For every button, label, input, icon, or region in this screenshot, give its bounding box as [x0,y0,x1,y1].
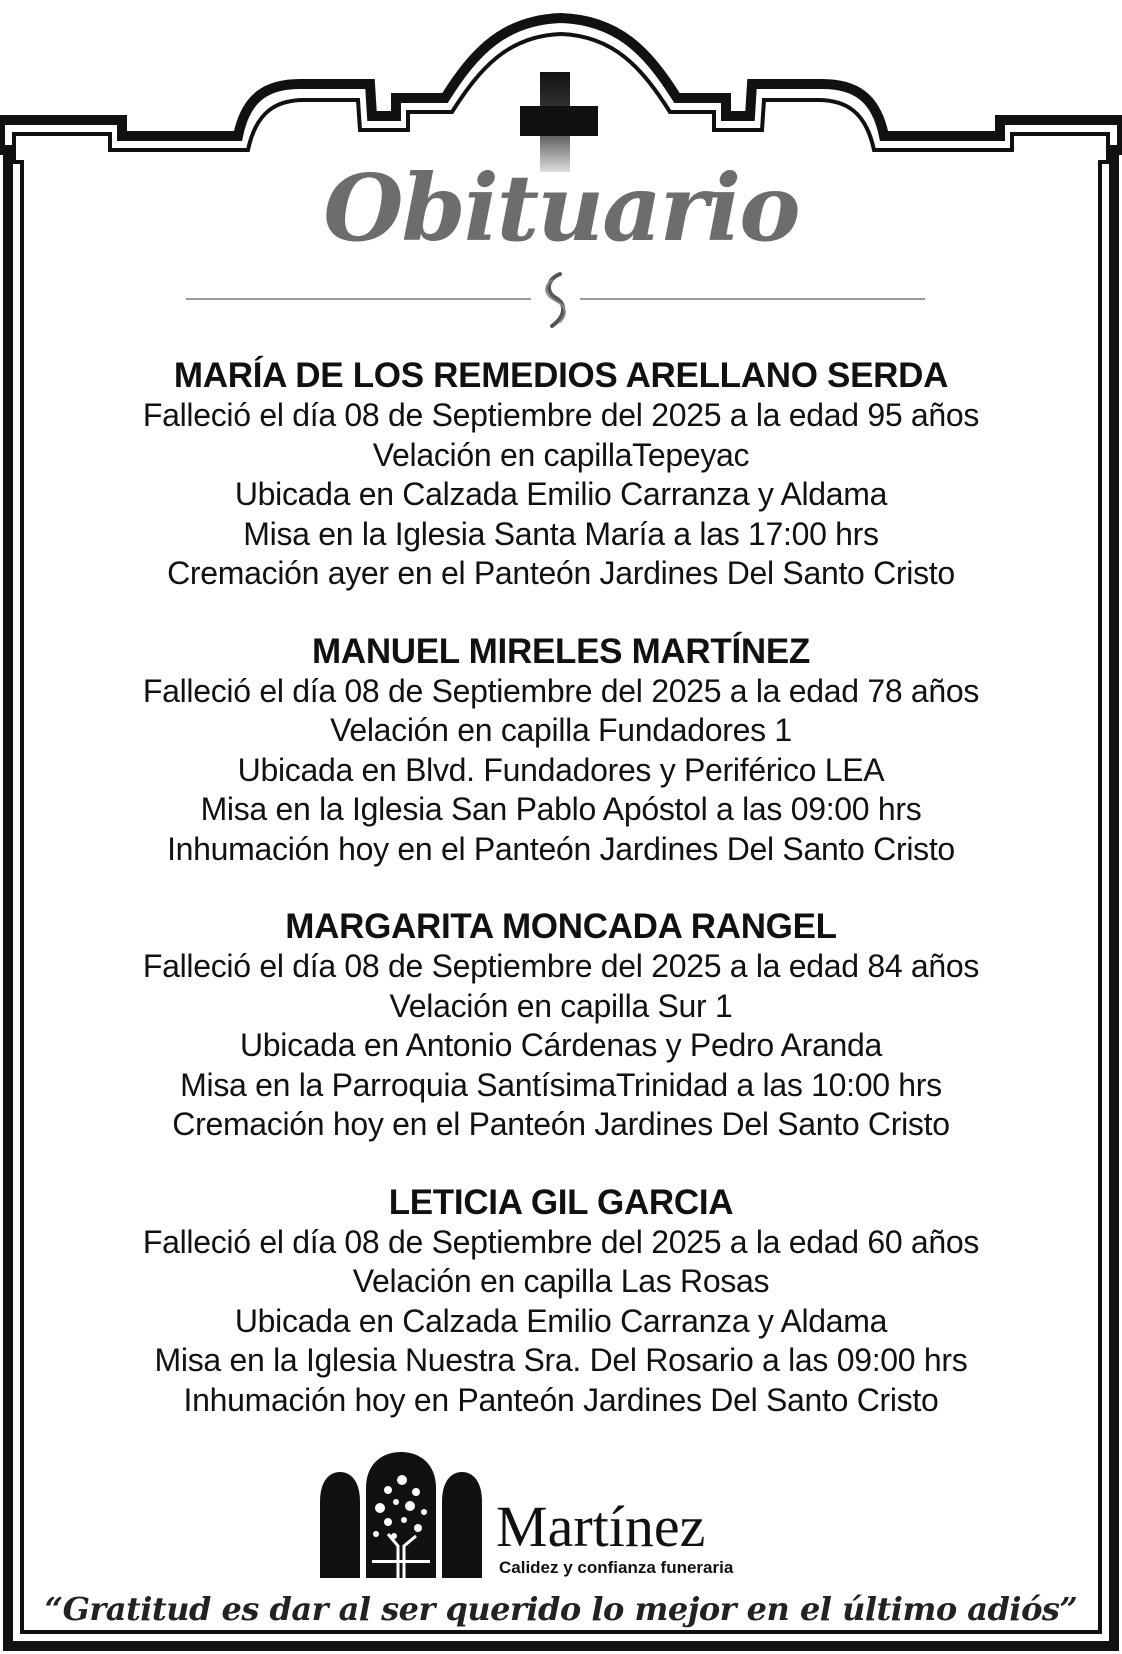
deceased-name: LETICIA GIL GARCIA [388,1182,734,1222]
divider-right [580,298,925,300]
location-line: Ubicada en Blvd. Fundadores y Periférico LEA [237,751,885,788]
deceased-name: MARÍA DE LOS REMEDIOS ARELLANO SERDA [173,356,949,395]
death-date-line: Falleció el día 08 de Septiembre del 2025 a la edad 95 años [142,397,980,433]
death-date-line: Falleció el día 08 de Septiembre del 2025 a la edad 84 años [142,948,980,984]
death-date-line: Falleció el día 08 de Septiembre del 2025 a la edad 60 años [142,1223,980,1260]
deceased-name: MARGARITA MONCADA RANGEL [285,907,837,946]
location-line: Ubicada en Calzada Emilio Carranza y Aldama [234,476,888,512]
obituary-list [30,356,1092,1458]
mass-line: Misa en la Parroquia SantísimaTrinidad a las 10:00 hrs [180,1066,942,1103]
obituary-entry [30,907,1092,1145]
location-line: Ubicada en Calzada Emilio Carranza y Aldama [234,1302,888,1339]
chapel-tree-logo-icon [318,1450,484,1578]
obituary-entry [30,1183,1092,1421]
death-date-line: Falleció el día 08 de Septiembre del 2025 a la edad 78 años [142,672,980,709]
brand-tagline: Calidez y confianza funeraria [499,1558,734,1577]
mass-line: Misa en la Iglesia San Pablo Apóstol a las 09:00 hrs [200,791,922,827]
wake-chapel-line: Velación en capillaTepeyac [372,436,750,473]
mass-line: Misa en la Iglesia Santa María a las 17:00 hrs [243,515,879,552]
burial-line: Inhumación hoy en el Panteón Jardines Del Santo Cristo [167,830,955,867]
deceased-name: MANUEL MIRELES MARTÍNEZ [311,631,810,671]
flourish-icon [540,270,572,332]
obituary-entry [30,632,1092,870]
location-line: Ubicada en Antonio Cárdenas y Pedro Aranda [239,1027,883,1063]
burial-line: Cremación hoy en el Panteón Jardines Del Santo Cristo [172,1106,950,1142]
obituary-entry [30,356,1092,594]
wake-chapel-line: Velación en capilla Sur 1 [389,987,733,1024]
divider-left [186,298,531,300]
burial-line: Cremación ayer en el Panteón Jardines Del Santo Cristo [167,555,955,591]
brand-name: Martínez [496,1494,706,1559]
closing-quote: “Gratitud es dar al ser querido lo mejor en el último adiós” [44,1590,1078,1628]
page-title: Obituario [323,154,799,262]
wake-chapel-line: Velación en capilla Fundadores 1 [330,712,792,748]
mass-line: Misa en la Iglesia Nuestra Sra. Del Rosario a las 09:00 hrs [154,1342,968,1378]
wake-chapel-line: Velación en capilla Las Rosas [352,1263,770,1299]
burial-line: Inhumación hoy en Panteón Jardines Del Santo Cristo [183,1381,939,1418]
